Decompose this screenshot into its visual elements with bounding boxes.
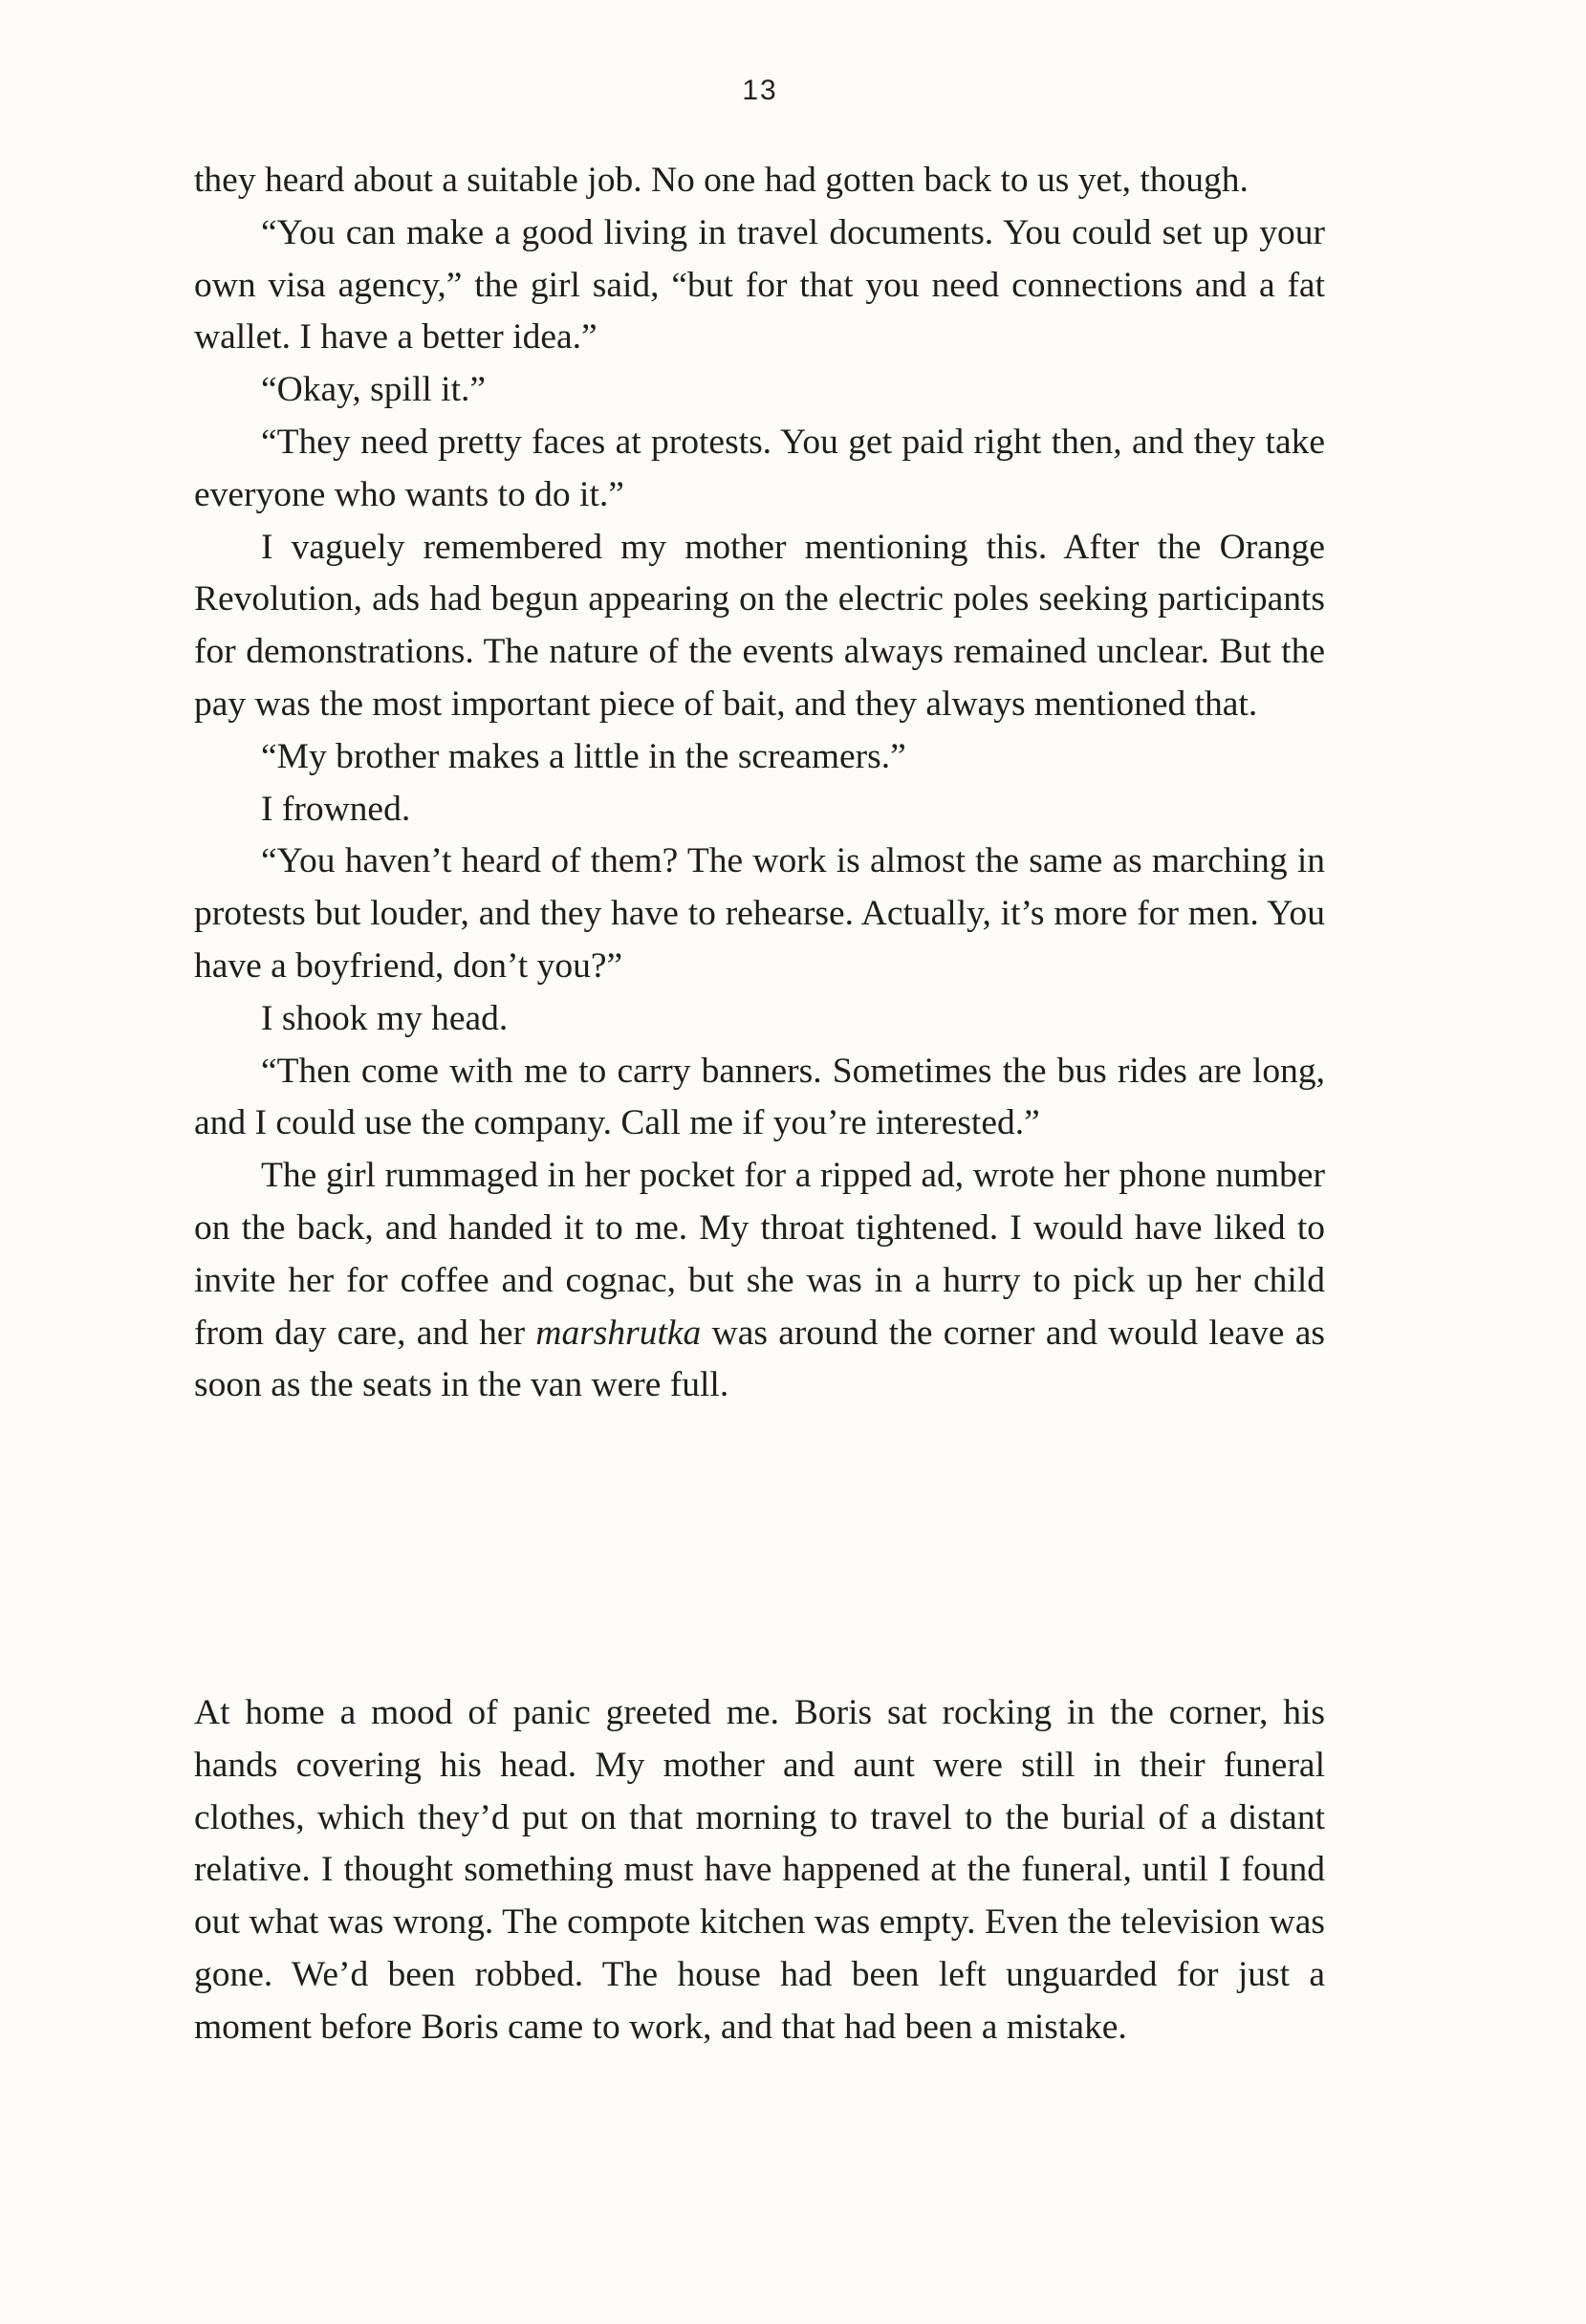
paragraph bbox=[194, 1150, 1325, 1412]
text-section-2 bbox=[194, 1687, 1325, 2054]
paragraph: “Okay, spill it.” bbox=[261, 370, 487, 410]
italic-word: marshrutka bbox=[535, 1313, 702, 1353]
paragraph: I frowned. bbox=[261, 789, 411, 829]
paragraph: “You can make a good living in travel documents. You could set up your own visa agency,” the girl said, “but for that you need connections and a fat wallet. I have a better idea.” bbox=[194, 212, 1325, 358]
paragraph-text: was around the corner and would leave as soon as the seats in the van were full. bbox=[194, 1313, 1325, 1405]
paragraph: “Then come with me to carry banners. Sometimes the bus rides are long, and I could use the company. Call me if you’re interested.” bbox=[194, 1051, 1325, 1143]
paragraph: “My brother makes a little in the screamers.” bbox=[261, 736, 906, 776]
text-section-1 bbox=[194, 155, 1325, 1412]
page-number: 13 bbox=[742, 75, 778, 106]
paragraph: At home a mood of panic greeted me. Boris sat rocking in the corner, his hands covering his head. My mother and aunt were still in their funeral clothes, which they’d put on that morning to travel to the burial of a distant relative. I thought something must have happened at the funeral, until I found out what was wrong. The compote kitchen was empty. Even the television was gone. We’d been robbed. The house had been left unguarded for just a moment before Boris came to work, and that had been a mistake. bbox=[194, 1693, 1325, 2047]
paragraph: they heard about a suitable job. No one had gotten back to us yet, though. bbox=[194, 161, 1249, 200]
paragraph-text: The girl rummaged in her pocket for a ripped ad, wrote her phone number on the back, and handed it to me. My throat tightened. I would have liked to invite her for coffee and cognac, but she was in a hurry to pick up her child from day care, and her bbox=[194, 1156, 1325, 1353]
paragraph: I vaguely remembered my mother mentioning this. After the Orange Revolution, ads had begun appearing on the electric poles seeking participants for demonstrations. The nature of the events always remained unclear. But the pay was the most important piece of bait, and they always mentioned that. bbox=[194, 527, 1325, 724]
paragraph: I shook my head. bbox=[261, 998, 509, 1038]
paragraph: “You haven’t heard of them? The work is almost the same as marching in protests but louder, and they have to rehearse. Actually, it’s more for men. You have a boyfriend, don’t you?” bbox=[194, 841, 1325, 986]
paragraph: “They need pretty faces at protests. You get paid right then, and they take everyone who wants to do it.” bbox=[194, 422, 1325, 514]
